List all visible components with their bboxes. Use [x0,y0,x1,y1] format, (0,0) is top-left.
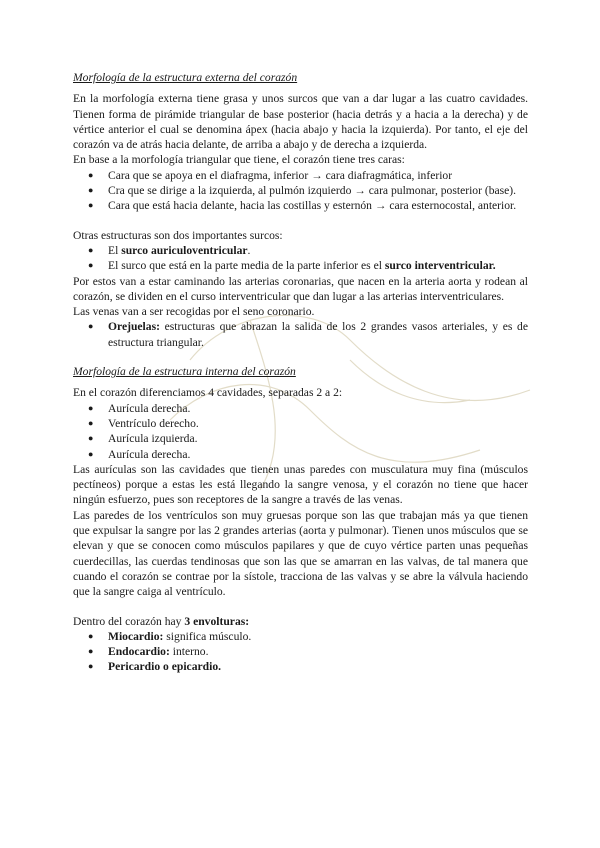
layer-text: interno. [169,645,209,659]
faces-intro: En base a la morfología triangular que tiene, el corazón tiene tres caras: [73,153,405,167]
layer-term: Endocardio: [108,645,170,659]
list-item: ● Cara que se apoya en el diafragma, inferior → cara diafragmática, inferior [73,168,528,183]
surcos-list [73,243,528,274]
surco1-pre: El [108,243,122,257]
list-item: ● Aurícula izquierda. [73,431,528,446]
layer-text: significa músculo. [163,629,252,643]
list-item [73,243,528,258]
list-item: ● Aurícula derecha. [73,401,528,416]
venas-paragraph: Las venas van a ser recogidas por el seno coronario. [73,305,315,319]
ventriculos-paragraph: Las paredes de los ventrículos son muy gruesas porque son las que trabajan más ya que tienen que expulsar la sangre por las 2 grandes arterias (aorta y pulmonar). Tienen unos músculos que se elevan y que se conocen como músculos papilares y que de cuyo vértice parten unas pequeñas cuerdecillas, las cuerdas tendinosas que son las que se amarran en las valvas, de tal manera que cuando el corazón se contrae por la sístole, tracciona de las valvas y se abre la válvula haciendo que la sangre caiga al ventrículo. [73,508,528,599]
external-intro: En la morfología externa tiene grasa y unos surcos que van a dar lugar a las cuatro cavidades. Tienen forma de pirámide triangular de base posterior (hacia detrás y a hacia a la derecha) y de vértice anterior el cual se denomina ápex (hacia abajo y hacia la izquierda). Por tanto, el eje del corazón va de atrás hacia delante, de arriba a abajo y de derecha a izquierda. [73,92,528,152]
list-item: ● Cra que se dirige a la izquierda, al pulmón izquierdo → cara pulmonar, posterior (base). [73,183,528,198]
faces-list [73,168,528,214]
layer-term: Miocardio: [108,629,164,643]
list-item [73,629,528,644]
cavities-list [73,401,528,462]
arterias-paragraph: Por estos van a estar caminando las arterias coronarias, que nacen en la arteria aorta y rodean al corazón, se dividen en el curso interventricular que dan lugar a las arterias interventriculares. [73,274,528,303]
list-item [73,319,528,350]
list-item: ● Cara que está hacia delante, hacia las costillas y esternón → cara esternocostal, anterior. [73,198,528,213]
layer-term: Pericardio o epicardio. [108,660,222,674]
document-content [73,70,528,675]
surco1-post: . [247,243,251,257]
list-item: ● Aurícula derecha. [73,447,528,462]
surco2-pre: El surco que está en la parte media de la parte inferior es el [108,259,385,273]
auriculas-paragraph: Las aurículas son las cavidades que tienen unas paredes con musculatura muy fina (músculos pectíneos) porque a estas les está llegando la sangre venosa, y el corazón no tiene que hacer ningún esfuerzo, pues son receptores de la sangre a través de las venas. [73,462,528,507]
orejuelas-term: Orejuelas: [108,320,160,334]
layers-intro-text: Dentro del corazón hay [73,614,185,628]
list-item [73,258,528,273]
section-title-external: Morfología de la estructura externa del corazón [73,71,298,84]
surco2-term: surco interventricular. [384,259,496,273]
orejuelas-list [73,319,528,350]
surco1-term: surco auriculoventricular [121,243,248,257]
layers-intro-term: 3 envolturas: [184,614,250,628]
orejuelas-text: estructuras que abrazan la salida de los 2 grandes vasos arteriales, y es de estructura triangular. [108,320,528,349]
list-item [73,644,528,659]
section-title-internal: Morfología de la estructura interna del corazón [73,365,296,379]
internal-intro: En el corazón diferenciamos 4 cavidades, separadas 2 a 2: [73,386,343,400]
layers-intro [73,614,528,629]
list-item: ● Ventrículo derecho. [73,416,528,431]
list-item [73,659,528,674]
surcos-intro: Otras estructuras son dos importantes surcos: [73,228,283,242]
layers-list [73,629,528,675]
